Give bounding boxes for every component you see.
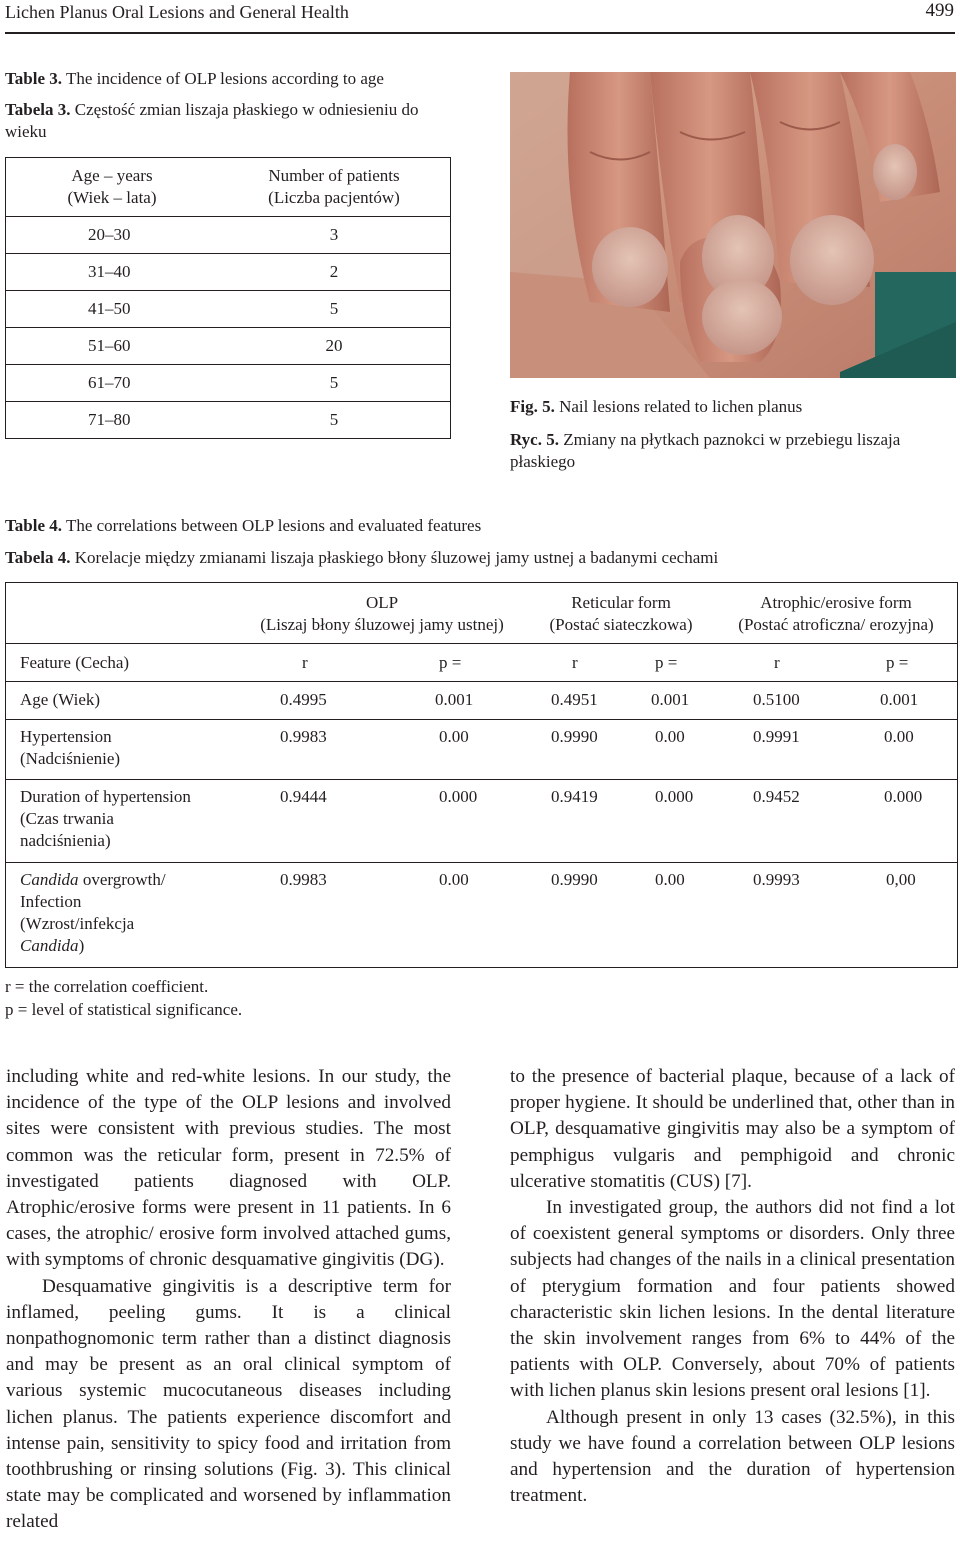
table4-group-reticular-en: Reticular form bbox=[571, 593, 671, 612]
figure5-caption-pl-label: Ryc. 5. bbox=[510, 430, 559, 449]
table4-footnote-p: p = level of statistical significance. bbox=[5, 1000, 243, 1019]
table4-value: 0.9452 bbox=[753, 787, 800, 806]
table3-header-row bbox=[6, 158, 451, 217]
table3-age-cell: 41–50 bbox=[6, 291, 219, 328]
table4-caption bbox=[5, 515, 956, 569]
table4-rule bbox=[6, 862, 957, 863]
table4-value: 0.001 bbox=[435, 690, 474, 709]
table4-value: 0.001 bbox=[651, 690, 690, 709]
table4-value: 0.00 bbox=[655, 727, 685, 746]
table4-feature-label bbox=[20, 786, 191, 852]
table4-group-atrophic-pl: (Postać atroficzna/ erozyjna) bbox=[738, 615, 934, 634]
table3-count-cell: 20 bbox=[218, 328, 451, 365]
table-row bbox=[6, 254, 451, 291]
table4-value: 0.00 bbox=[655, 870, 685, 889]
table3-age-cell: 61–70 bbox=[6, 365, 219, 402]
table4-value: 0.9990 bbox=[551, 870, 598, 889]
body-paragraph: Desquamative gingivitis is a descriptive term for inflamed, peeling gums. It is a clinical nonpathognomonic term rather than a distinct diagnosis and may be present as an oral clinical symptom of various systemic mucocutaneous diseases including lichen planus. The patients experience discomfort and intense pain, sensitivity to spicy food and irritation from toothbrushing or rinsing solutions (Fig. 3). This clinical state may be complicated and worsened by inflammation related bbox=[6, 1275, 451, 1533]
table4-value: 0.4995 bbox=[280, 690, 327, 709]
table4-value: 0,00 bbox=[886, 870, 916, 889]
table4-value: 0.4951 bbox=[551, 690, 598, 709]
figure5-caption bbox=[510, 396, 956, 473]
table4-caption-pl-label: Tabela 4. bbox=[5, 548, 71, 567]
table4-feature-label-line: Duration of hypertension bbox=[20, 787, 191, 806]
table-row bbox=[6, 402, 451, 439]
table3 bbox=[5, 157, 451, 439]
table4-feature-label-text: ) bbox=[78, 936, 85, 955]
table4-footnote-r: r = the correlation coefficient. bbox=[5, 977, 209, 996]
table4-p-header: p = bbox=[655, 653, 678, 672]
table4-feature-label-text: overgrowth/ bbox=[82, 870, 166, 889]
table-row bbox=[6, 291, 451, 328]
nail-photo-illustration bbox=[510, 72, 956, 378]
table4-r-header: r bbox=[572, 653, 578, 672]
table4-feature-label: Age (Wiek) bbox=[20, 690, 101, 709]
table4-value: 0.9991 bbox=[753, 727, 800, 746]
candida-italic: Candida bbox=[20, 936, 79, 955]
figure5-nail-photo bbox=[510, 72, 956, 378]
table4-rule bbox=[6, 681, 957, 682]
table3-col-age-header bbox=[6, 158, 219, 217]
table4-caption-pl-text: Korelacje między zmianami liszaja płaskiego błony śluzowej jamy ustnej a badanymi cechami bbox=[70, 548, 719, 567]
table4-value: 0.9444 bbox=[280, 787, 327, 806]
table3-caption-pl-text: Częstość zmian liszaja płaskiego w odniesieniu do wieku bbox=[5, 100, 419, 141]
table4-r-header: r bbox=[302, 653, 308, 672]
table4-value: 0.000 bbox=[655, 787, 694, 806]
table4-value: 0.9983 bbox=[280, 870, 327, 889]
body-paragraph: including white and red-white lesions. In our study, the incidence of the type of the OLP lesions and involved sites were consistent with previous studies. The most common was the reticular form, present in 72.5% of investigated patients diagnosed with OLP. Atrophic/erosive forms were present in 11 patients. In 6 cases, the atrophic/ erosive form involved attached gums, with symptoms of chronic desquamative gingivitis (DG). bbox=[6, 1066, 451, 1271]
table4-value: 0.9983 bbox=[280, 727, 327, 746]
table4-group-reticular bbox=[536, 592, 706, 636]
table4-caption-en-text: The correlations between OLP lesions and evaluated features bbox=[62, 516, 482, 535]
table4-value: 0.9993 bbox=[753, 870, 800, 889]
table3-caption-en-label: Table 3. bbox=[5, 69, 63, 88]
table3-col-count-header bbox=[218, 158, 451, 217]
table4-value: 0.00 bbox=[439, 727, 469, 746]
body-paragraph: to the presence of bacterial plaque, because of a lack of proper hygiene. It should be underlined that, other than in OLP, desquamative gingivitis may also be a symptom of pemphigus vulgaris and pemphigoid and chronic ulcerative stomatitis (CUS) [7]. bbox=[510, 1066, 955, 1192]
table-row bbox=[6, 365, 451, 402]
header-rule bbox=[5, 32, 955, 34]
table4-rule bbox=[6, 719, 957, 720]
table4-feature-label-line: Infection bbox=[20, 892, 82, 911]
table4-value: 0.00 bbox=[884, 727, 914, 746]
table4-feature-label-line: (Nadciśnienie) bbox=[20, 749, 121, 768]
table4-caption-en-label: Table 4. bbox=[5, 516, 63, 535]
table-row bbox=[6, 328, 451, 365]
table4-value: 0.000 bbox=[439, 787, 478, 806]
table4-group-atrophic bbox=[721, 592, 951, 636]
running-title: Lichen Planus Oral Lesions and General Health bbox=[5, 2, 349, 22]
table4-value: 0.9990 bbox=[551, 727, 598, 746]
table4-p-header: p = bbox=[886, 653, 909, 672]
table4-value: 0.001 bbox=[880, 690, 919, 709]
table4-feature-label-line: Hypertension bbox=[20, 727, 112, 746]
table4-footnotes bbox=[5, 975, 242, 1021]
body-paragraph: Although present in only 13 cases (32.5%), in this study we have found a correlation between OLP lesions and hypertension and the duration of hypertension treatment. bbox=[510, 1406, 955, 1507]
table4-rule bbox=[6, 779, 957, 780]
table4-value: 0.00 bbox=[439, 870, 469, 889]
table4-r-header: r bbox=[774, 653, 780, 672]
table4-feature-label-line bbox=[20, 869, 166, 891]
body-column-left bbox=[6, 1064, 451, 1536]
table3-count-cell: 5 bbox=[218, 365, 451, 402]
table4-value: 0.000 bbox=[884, 787, 923, 806]
figure5-caption-en-label: Fig. 5. bbox=[510, 397, 555, 416]
table3-age-cell: 51–60 bbox=[6, 328, 219, 365]
table4-feature-label-line bbox=[20, 935, 166, 957]
table3-count-cell: 3 bbox=[218, 217, 451, 254]
page-number: 499 bbox=[925, 0, 954, 21]
table4-group-olp bbox=[246, 592, 518, 636]
table3-col-count-header-en: Number of patients bbox=[268, 166, 400, 185]
table-row bbox=[6, 217, 451, 254]
table4-value: 0.5100 bbox=[753, 690, 800, 709]
table3-caption bbox=[5, 68, 451, 143]
table3-count-cell: 5 bbox=[218, 402, 451, 439]
body-column-right bbox=[510, 1064, 955, 1509]
table4-group-olp-pl: (Liszaj błony śluzowej jamy ustnej) bbox=[260, 615, 504, 634]
table3-age-cell: 31–40 bbox=[6, 254, 219, 291]
table4-group-atrophic-en: Atrophic/erosive form bbox=[760, 593, 912, 612]
table4-feature-label bbox=[20, 869, 166, 957]
table3-count-cell: 2 bbox=[218, 254, 451, 291]
table3-caption-en-text: The incidence of OLP lesions according to age bbox=[62, 69, 384, 88]
table4 bbox=[5, 582, 958, 968]
table4-feature-label-line: nadciśnienia) bbox=[20, 831, 111, 850]
table3-caption-pl-label: Tabela 3. bbox=[5, 100, 71, 119]
candida-italic: Candida bbox=[20, 870, 79, 889]
table4-feature-header: Feature (Cecha) bbox=[20, 653, 130, 672]
table4-group-olp-en: OLP bbox=[365, 593, 399, 612]
table3-age-cell: 71–80 bbox=[6, 402, 219, 439]
table4-group-reticular-pl: (Postać siateczkowa) bbox=[549, 615, 693, 634]
figure5-caption-pl-text: Zmiany na płytkach paznokci w przebiegu liszaja płaskiego bbox=[510, 430, 901, 471]
table4-value: 0.9419 bbox=[551, 787, 598, 806]
table4-rule bbox=[6, 643, 957, 644]
table3-col-age-header-en: Age – years bbox=[71, 166, 153, 185]
table4-feature-label bbox=[20, 726, 120, 770]
table3-count-cell: 5 bbox=[218, 291, 451, 328]
table3-col-age-header-pl: (Wiek – lata) bbox=[67, 188, 157, 207]
table4-feature-label-line: (Czas trwania bbox=[20, 809, 114, 828]
table3-col-count-header-pl: (Liczba pacjentów) bbox=[268, 188, 400, 207]
table4-feature-label-line: (Wzrost/infekcja bbox=[20, 914, 135, 933]
table4-p-header: p = bbox=[439, 653, 462, 672]
table3-age-cell: 20–30 bbox=[6, 217, 219, 254]
body-paragraph: In investigated group, the authors did not find a lot of coexistent general symptoms or disorders. Only three subjects had changes of the nails in a clinical presentation of pterygium formation and four patients showed characteristic skin lichen lesions. In the dental literature the skin involvement ranges from 6% to 44% of the patients with OLP. Conversely, about 70% of patients with lichen planus skin lesions present oral lesions [1]. bbox=[510, 1197, 955, 1402]
figure5-caption-en-text: Nail lesions related to lichen planus bbox=[554, 397, 803, 416]
